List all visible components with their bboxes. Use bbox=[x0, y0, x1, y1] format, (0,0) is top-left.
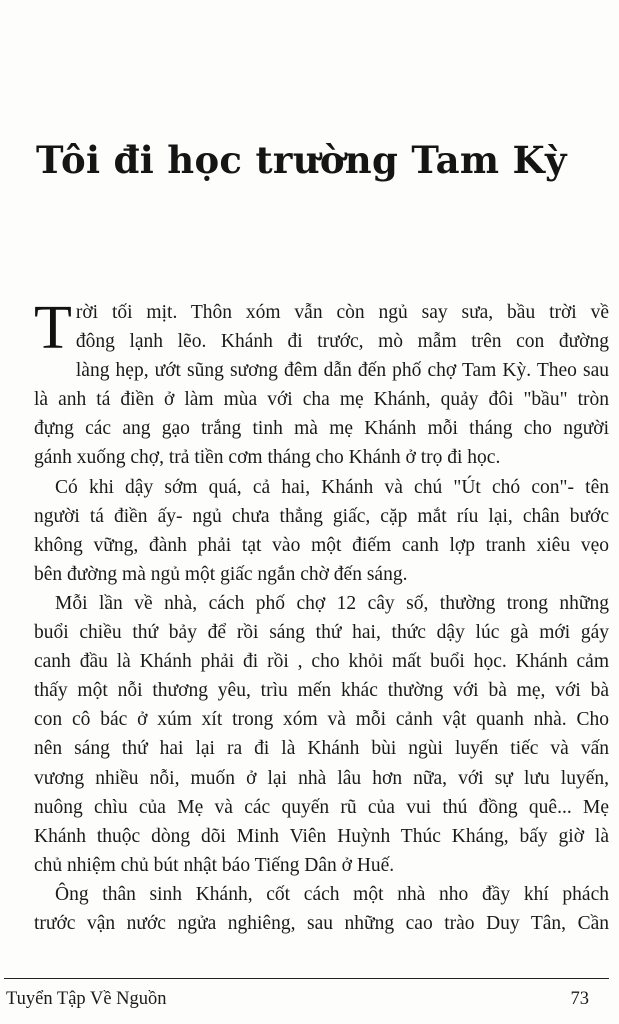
drop-cap: T bbox=[34, 294, 72, 362]
body-text bbox=[34, 294, 609, 938]
text-line: con cô bác ở xúm xít trong xóm và mỗi cảnh vật quanh nhà. Cho bbox=[34, 709, 609, 731]
paragraph-2 bbox=[34, 473, 609, 589]
text-line: rời tối mịt. Thôn xóm vẫn còn ngủ say sưa, bầu trời về bbox=[75, 302, 609, 323]
footer-divider bbox=[4, 978, 609, 979]
text-line: buổi chiều thứ bảy để rồi sáng thứ hai, thức dậy lúc gà mới gáy bbox=[34, 622, 609, 644]
text-line: gánh xuống chợ, trả tiền cơm tháng cho Khánh ở trọ đi học. bbox=[34, 447, 501, 469]
text-line: canh đầu là Khánh phải đi rồi , cho khỏi mất buổi học. Khánh cảm bbox=[34, 651, 609, 673]
text-line: vương nhiều nỗi, muốn ở lại nhà lâu hơn nữa, với sự lưu luyến, bbox=[34, 767, 609, 789]
text-line: người tá điền ấy- ngủ chưa thẳng giấc, cặp mắt ríu lại, chân bước bbox=[34, 505, 609, 527]
text-line: Khánh thuộc dòng dõi Minh Viên Huỳnh Thúc Kháng, bấy giờ là bbox=[34, 825, 609, 847]
text-line: đông lạnh lẽo. Khánh đi trước, mò mẫm trên con đường bbox=[75, 331, 609, 353]
text-line: đựng các ang gạo trắng tinh mà mẹ Khánh mỗi tháng cho người bbox=[34, 418, 609, 440]
text-line: bên đường mà ngủ một giấc ngắn chờ đến sáng. bbox=[34, 563, 408, 585]
text-line: nuông chìu của Mẹ và các quyến rũ của vui thú đồng quê... Mẹ bbox=[34, 796, 609, 818]
chapter-title: Tôi đi học trường Tam Kỳ bbox=[36, 138, 567, 182]
text-line: không vững, đành phải tạt vào một điếm canh lợp tranh xiêu vẹo bbox=[34, 534, 609, 556]
text-line: nên sáng thứ hai lại ra đi là Khánh bùi ngùi luyến tiếc và vấn bbox=[34, 738, 609, 760]
paragraph-4 bbox=[34, 880, 609, 938]
footer-book-title: Tuyển Tập Về Nguồn bbox=[6, 989, 167, 1009]
text-line: Có khi dậy sớm quá, cả hai, Khánh và chú "Út chó con"- tên bbox=[55, 476, 609, 498]
text-line: là anh tá điền ở làm mùa với cha mẹ Khánh, quảy đôi "bầu" tròn bbox=[34, 389, 609, 411]
text-line: thấy một nỗi thương yêu, trìu mến khác thường với bà mẹ, với bà bbox=[34, 680, 609, 702]
text-line: Ông thân sinh Khánh, cốt cách một nhà nho đầy khí phách bbox=[55, 883, 609, 905]
paragraph-3 bbox=[34, 589, 609, 880]
text-line: chủ nhiệm chủ bút nhật báo Tiếng Dân ở Huế. bbox=[34, 854, 395, 876]
page-number: 73 bbox=[570, 989, 589, 1009]
text-line: Mỗi lần về nhà, cách phố chợ 12 cây số, thường trong những bbox=[55, 592, 609, 614]
text-line: làng hẹp, ướt sũng sương đêm dẫn đến phố chợ Tam Kỳ. Theo sau bbox=[75, 360, 609, 382]
paragraph-1 bbox=[34, 294, 609, 473]
text-line: trước vận nước ngửa nghiêng, sau những cao trào Duy Tân, Cần bbox=[34, 912, 609, 934]
